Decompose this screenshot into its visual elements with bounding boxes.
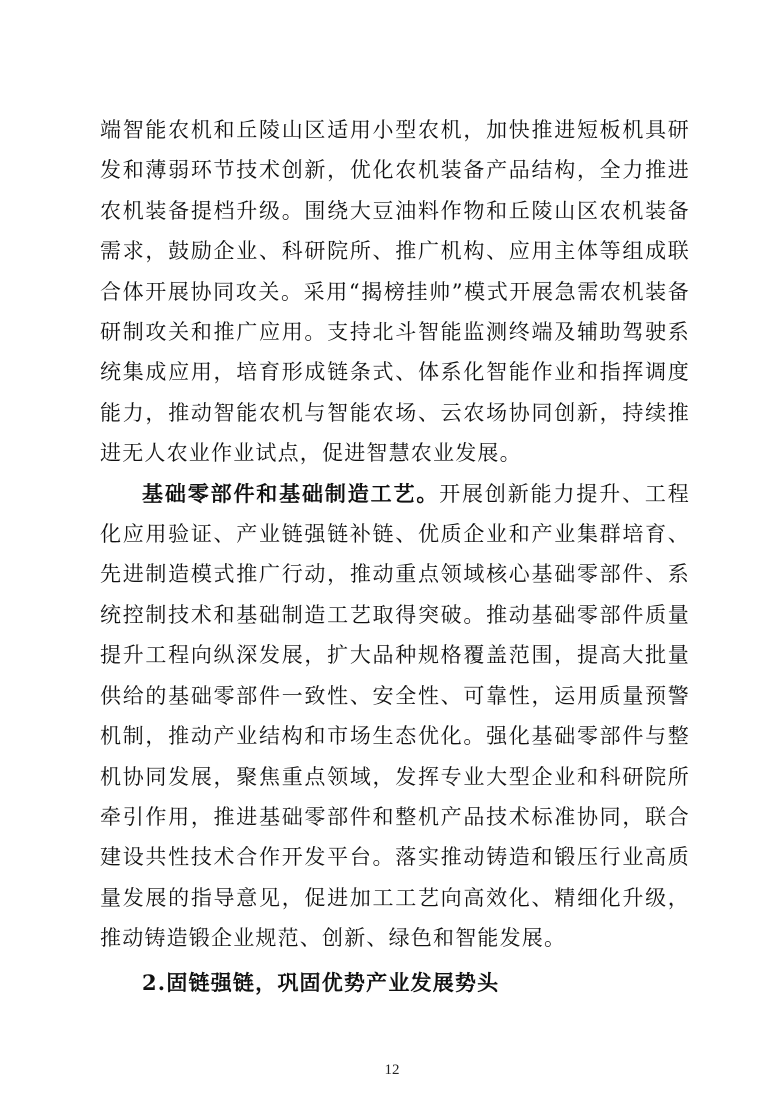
page-number: 12 [384,1062,400,1078]
section-heading: 2.固链强链，巩固优势产业发展势头 [142,969,500,995]
paragraph-body: 开展创新能力提升、工程化应用验证、产业链强链补链、优质企业和产业集群培育、先进制造模式推广行动，推动重点领域核心基础零部件、系统控制技术和基础制造工艺取得突破。推动基础零部件质量提升工程向纵深发展，扩大品种规格覆盖范围，提高大批量供给的基础零部件一致性、安全性、可靠性，运用质量预警机制，推动产业结构和市场生态优化。强化基础零部件与整机协同发展，聚焦重点领域，发挥专业大型企业和科研院所牵引作用，推进基础零部件和整机产品技术标准协同，联合建设共性技术合作开发平台。落实推动铸造和锻压行业高质量发展的指导意见，促进加工工艺向高效化、精细化升级，推动铸造锻企业规范、创新、绿色和智能发展。 [100,481,690,951]
paragraph-basic-components [100,474,690,959]
body-text [100,110,690,1003]
paragraph-lead-heading: 基础零部件和基础制造工艺。 [142,480,440,506]
paragraph-agri-machinery: 端智能农机和丘陵山区适用小型农机，加快推进短板机具研发和薄弱环节技术创新，优化农机装备产品结构，全力推进农机装备提档升级。围绕大豆油料作物和丘陵山区农机装备需求，鼓励企业、科研院所、推广机构、应用主体等组成联合体开展协同攻关。采用“揭榜挂帅”模式开展急需农机装备研制攻关和推广应用。支持北斗智能监测终端及辅助驾驶系统集成应用，培育形成链条式、体系化智能作业和指挥调度能力，推动智能农机与智能农场、云农场协同创新，持续推进无人农业作业试点，促进智慧农业发展。 [100,118,690,466]
